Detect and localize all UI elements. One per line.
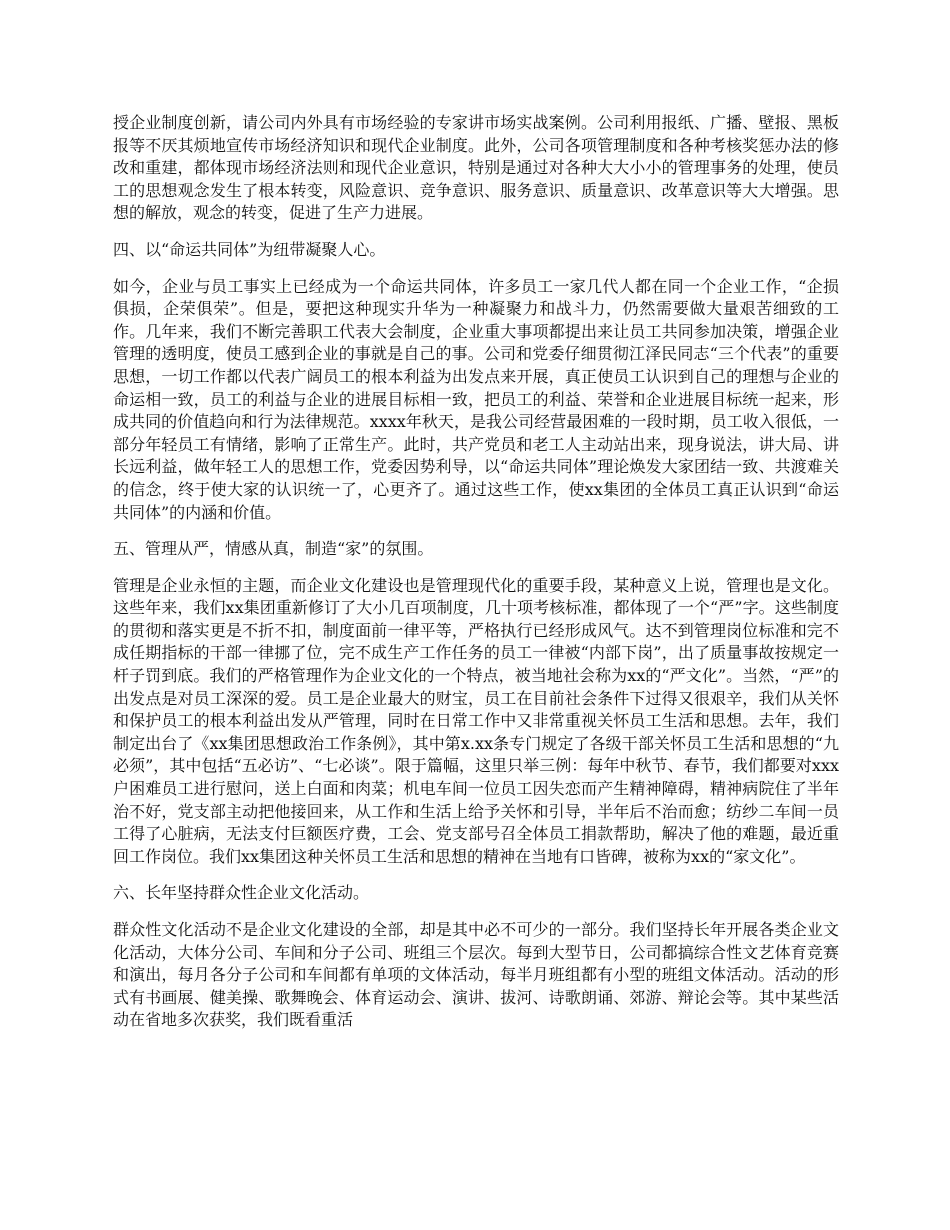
document-body [113,112,839,1046]
section-heading-4: 四、以“命运共同体”为纽带凝聚人心。 [113,239,386,259]
paragraph-community-of-fate: 如今，企业与员工事实上已经成为一个命运共同体，许多员工一家几代人都在同一个企业工作，“企损俱损，企荣俱荣”。但是，要把这种现实升华为一种凝聚力和战斗力，仍然需要做大量艰苦细致的工作。几年来，我们不断完善职工代表大会制度，企业重大事项都提出来让员工共同参加决策，增强企业管理的透明度，使员工感到企业的事就是自己的事。公司和党委仔细贯彻江泽民同志“三个代表”的重要思想，一切工作都以代表广阔员工的根本利益为出发点来开展，真正使员工认识到自己的理想与企业的命运相一致，员工的利益与企业的进展目标相一致，把员工的利益、荣誉和企业进展目标统一起来，形成共同的价值趋向和行为法律规范。xxxx年秋天，是我公司经营最困难的一段时期，员工收入很低，一部分年轻员工有情绪，影响了正常生产。此时，共产党员和老工人主动站出来，现身说法，讲大局、讲长远利益，做年轻工人的思想工作，党委因势利导，以“命运共同体”理论焕发大家团结一致、共渡难关的信念，终于使大家的认识统一了，心更齐了。通过这些工作，使xx集团的全体员工真正认识到“命运共同体”的内涵和价值。 [113,276,839,522]
section-heading-6: 六、长年坚持群众性企业文化活动。 [113,883,370,903]
paragraph-enterprise-system: 授企业制度创新，请公司内外具有市场经验的专家讲市场实战案例。公司利用报纸、广播、壁报、黑板报等不厌其烦地宣传市场经济知识和现代企业制度。此外，公司各项管理制度和各种考核奖惩办法的修改和重建，都体现市场经济法则和现代企业意识，特别是通过对各种大大小小的管理事务的处理，使员工的思想观念发生了根本转变，风险意识、竞争意识、服务意识、质量意识、改革意识等大大增强。思想的解放，观念的转变，促进了生产力进展。 [113,113,839,223]
section-heading-5: 五、管理从严，情感从真，制造“家”的氛围。 [113,539,434,559]
paragraph-strict-management: 管理是企业永恒的主题，而企业文化建设也是管理现代化的重要手段，某种意义上说，管理也是文化。这些年来，我们xx集团重新修订了大小几百项制度，几十项考核标准，都体现了一个“严”字。这些制度的贯彻和落实更是不折不扣，制度面前一律平等，严格执行已经形成风气。达不到管理岗位标准和完不成任期指标的干部一律挪了位，完不成生产工作任务的员工一律被“内部下岗”，出了质量事故按规定一杆子罚到底。我们的严格管理作为企业文化的一个特点，被当地社会称为xx的“严文化”。当然，“严”的出发点是对员工深深的爱。员工是企业最大的财宝，员工在目前社会条件下过得又很艰辛，我们从关怀和保护员工的根本利益出发从严管理，同时在日常工作中又非常重视关怀员工生活和思想。去年，我们制定出台了《xx集团思想政治工作条例》，其中第x.xx条专门规定了各级干部关怀员工生活和思想的“九必须”，其中包括“五必访”、“七必谈”。限于篇幅，这里只举三例：每年中秋节、春节，我们都要对xxx户困难员工进行慰问，送上白面和肉菜；机电车间一位员工因失恋而产生精神障碍，精神病院住了半年治不好，党支部主动把他接回来，从工作和生活上给予关怀和引导，半年后不治而愈；纺纱二车间一员工得了心脏病，无法支付巨额医疗费，工会、党支部号召全体员工捐款帮助，解决了他的难题，最近重回工作岗位。我们xx集团这种关怀员工生活和思想的精神在当地有口皆碑，被称为xx的“家文化”。 [113,575,839,866]
paragraph-mass-culture-activities: 群众性文化活动不是企业文化建设的全部，却是其中必不可少的一部分。我们坚持长年开展各类企业文化活动，大体分公司、车间和分子公司、班组三个层次。每到大型节日，公司都搞综合性文艺体育竞赛和演出，每月各分子公司和车间都有单项的文体活动，每半月班组都有小型的班组文体活动。活动的形式有书画展、健美操、歌舞晚会、体育运动会、演讲、拔河、诗歌朗诵、郊游、辩论会等。其中某些活动在省地多次获奖，我们既看重活 [113,920,839,1030]
